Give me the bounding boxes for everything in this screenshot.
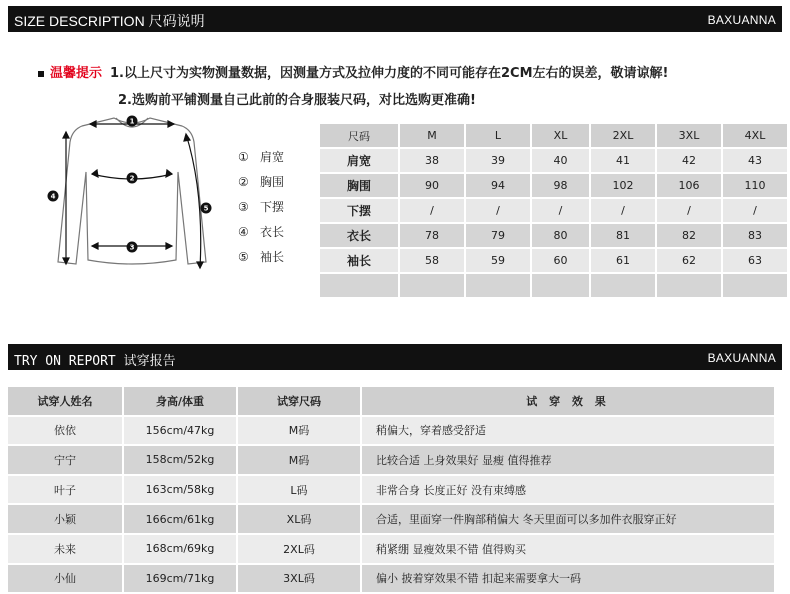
- table-cell: 宁宁: [8, 446, 122, 474]
- table-cell: /: [400, 199, 464, 222]
- legend-item: ⑤ 袖长: [238, 250, 285, 264]
- marker-5: 5: [203, 204, 209, 213]
- table-cell: 3XL码: [238, 565, 360, 593]
- table-cell: [723, 274, 787, 297]
- table-cell: 94: [466, 174, 530, 197]
- table-cell: 166cm/61kg: [124, 505, 236, 533]
- header-cell: 尺码: [320, 124, 398, 147]
- header-cell: L: [466, 124, 530, 147]
- table-cell: 168cm/69kg: [124, 535, 236, 563]
- table-cell: 62: [657, 249, 721, 272]
- try-table-row: [8, 446, 774, 474]
- size-table: [318, 122, 789, 299]
- table-cell: 偏小 披着穿效果不错 扣起来需要拿大一码: [362, 565, 774, 593]
- marker-1: 1: [129, 117, 135, 126]
- header-cell: 试穿人姓名: [8, 387, 122, 415]
- try-table-row: [8, 535, 774, 563]
- notice-line-2: 2.选购前平铺测量自己此前的合身服装尺码，对比选购更准确!: [118, 93, 476, 108]
- marker-2: 2: [129, 174, 135, 183]
- table-cell: 2XL码: [238, 535, 360, 563]
- table-cell: 63: [723, 249, 787, 272]
- table-cell: L码: [238, 476, 360, 504]
- marker-4: 4: [50, 192, 56, 201]
- table-cell: 102: [591, 174, 655, 197]
- table-cell: 叶子: [8, 476, 122, 504]
- table-cell: 40: [532, 149, 589, 172]
- size-table-row: [320, 249, 787, 272]
- table-cell: 稍紧绷 显瘦效果不错 值得购买: [362, 535, 774, 563]
- table-cell: 81: [591, 224, 655, 247]
- bullet-icon: [38, 71, 44, 77]
- table-cell: 61: [591, 249, 655, 272]
- table-cell: [400, 274, 464, 297]
- try-table-row: [8, 505, 774, 533]
- table-cell: [466, 274, 530, 297]
- size-table-row: [320, 224, 787, 247]
- table-cell: /: [466, 199, 530, 222]
- try-table-row: [8, 476, 774, 504]
- table-cell: 83: [723, 224, 787, 247]
- size-table-row: [320, 174, 787, 197]
- table-cell: [657, 274, 721, 297]
- size-table-header: [320, 124, 787, 147]
- size-table-row: [320, 149, 787, 172]
- table-cell: 98: [532, 174, 589, 197]
- table-cell: 依依: [8, 417, 122, 445]
- size-description-header: [8, 6, 782, 32]
- header-cell: 4XL: [723, 124, 787, 147]
- table-cell: 非常合身 长度正好 没有束缚感: [362, 476, 774, 504]
- table-cell: /: [723, 199, 787, 222]
- notice-line-1: [38, 60, 668, 87]
- header-cell: 身高/体重: [124, 387, 236, 415]
- legend-item: ③ 下摆: [238, 200, 285, 214]
- table-cell: XL码: [238, 505, 360, 533]
- table-cell: M码: [238, 446, 360, 474]
- table-cell: 82: [657, 224, 721, 247]
- table-cell: /: [532, 199, 589, 222]
- try-on-report-header: [8, 344, 782, 370]
- notice-text-1: 1.以上尺寸为实物测量数据，因测量方式及拉伸力度的不同可能存在2CM左右的误差，敬请谅解!: [110, 66, 669, 81]
- table-cell: 肩宽: [320, 149, 398, 172]
- legend-item: ① 肩宽: [238, 150, 285, 164]
- try-table-row: [8, 417, 774, 445]
- legend-item: ② 胸围: [238, 175, 285, 189]
- table-cell: 106: [657, 174, 721, 197]
- table-cell: 38: [400, 149, 464, 172]
- section-title: SIZE DESCRIPTION 尺码说明: [14, 13, 205, 29]
- table-cell: 78: [400, 224, 464, 247]
- table-cell: 158cm/52kg: [124, 446, 236, 474]
- table-cell: 稍偏大，穿着感受舒适: [362, 417, 774, 445]
- table-cell: 79: [466, 224, 530, 247]
- table-cell: 小颖: [8, 505, 122, 533]
- header-cell: 2XL: [591, 124, 655, 147]
- header-cell: 试穿尺码: [238, 387, 360, 415]
- header-cell: 3XL: [657, 124, 721, 147]
- table-cell: /: [657, 199, 721, 222]
- marker-3: 3: [129, 243, 135, 252]
- try-table-header: [8, 387, 774, 415]
- size-table-row: [320, 274, 787, 297]
- table-cell: 110: [723, 174, 787, 197]
- table-cell: 169cm/71kg: [124, 565, 236, 593]
- table-cell: 39: [466, 149, 530, 172]
- table-cell: 下摆: [320, 199, 398, 222]
- table-cell: 156cm/47kg: [124, 417, 236, 445]
- table-cell: 小仙: [8, 565, 122, 593]
- table-cell: 43: [723, 149, 787, 172]
- table-cell: 胸围: [320, 174, 398, 197]
- measurement-legend: [238, 145, 284, 270]
- header-cell: M: [400, 124, 464, 147]
- try-on-table: [6, 385, 776, 594]
- header-cell: XL: [532, 124, 589, 147]
- garment-measurement-diagram: [46, 112, 216, 280]
- table-cell: 41: [591, 149, 655, 172]
- try-table-row: [8, 565, 774, 593]
- section-title: TRY ON REPORT 试穿报告: [14, 354, 176, 369]
- table-cell: 未来: [8, 535, 122, 563]
- table-cell: M码: [238, 417, 360, 445]
- table-cell: 合适，里面穿一件胸部稍偏大 冬天里面可以多加件衣服穿正好: [362, 505, 774, 533]
- table-cell: 60: [532, 249, 589, 272]
- legend-item: ④ 衣长: [238, 225, 285, 239]
- table-cell: 163cm/58kg: [124, 476, 236, 504]
- table-cell: [532, 274, 589, 297]
- table-cell: 90: [400, 174, 464, 197]
- table-cell: 58: [400, 249, 464, 272]
- table-cell: 衣长: [320, 224, 398, 247]
- table-cell: 袖长: [320, 249, 398, 272]
- size-table-row: [320, 199, 787, 222]
- table-cell: 42: [657, 149, 721, 172]
- brand-label: BAXUANNA: [707, 13, 776, 27]
- table-cell: /: [591, 199, 655, 222]
- notice-label: 温馨提示: [50, 66, 103, 81]
- brand-label: BAXUANNA: [707, 351, 776, 365]
- header-cell: 试 穿 效 果: [362, 387, 774, 415]
- table-cell: [320, 274, 398, 297]
- table-cell: 比较合适 上身效果好 显瘦 值得推荐: [362, 446, 774, 474]
- notice-block: [38, 60, 668, 114]
- table-cell: 80: [532, 224, 589, 247]
- table-cell: [591, 274, 655, 297]
- table-cell: 59: [466, 249, 530, 272]
